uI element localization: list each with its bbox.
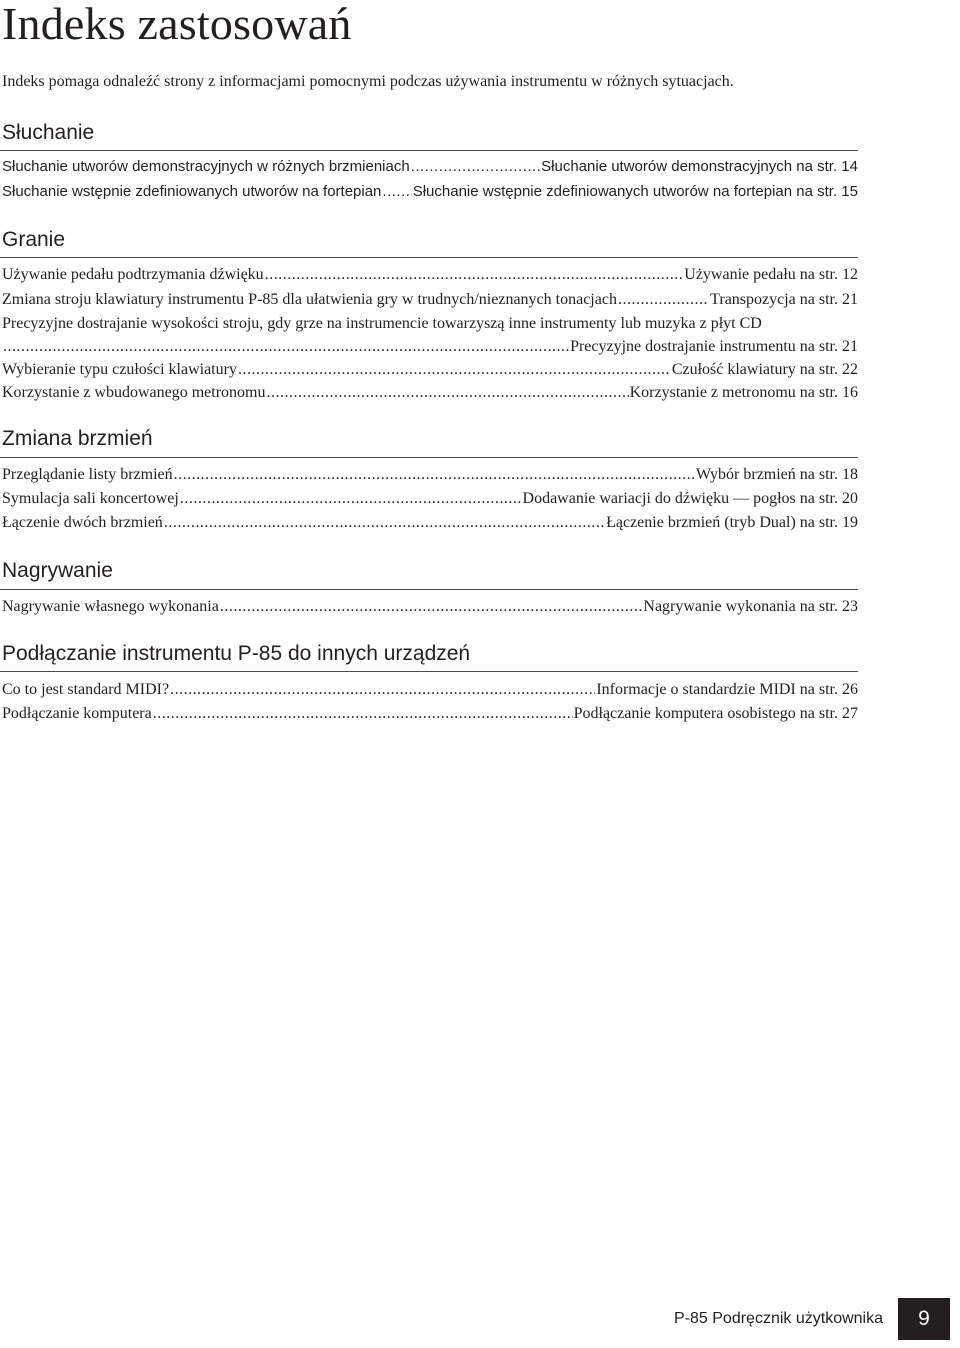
index-entry (2, 264, 858, 286)
entry-page-ref: Słuchanie utworów demonstracyjnych na str. 14 (541, 158, 858, 175)
entry-topic: Używanie pedału podtrzymania dźwięku (2, 266, 264, 283)
index-entry (2, 464, 858, 486)
section-title-sluchanie: Słuchanie (2, 121, 95, 144)
entry-topic: Łączenie dwóch brzmień (2, 514, 163, 531)
dot-leader (238, 359, 671, 381)
index-entry (2, 512, 858, 534)
entry-topic: Słuchanie utworów demonstracyjnych w różnych brzmieniach (2, 158, 410, 175)
entry-topic: Nagrywanie własnego wykonania (2, 598, 219, 615)
entry-page-ref: Korzystanie z metronomu na str. 16 (629, 384, 858, 401)
entry-topic: Symulacja sali koncertowej (2, 490, 179, 507)
dot-leader (164, 512, 605, 534)
entry-page-ref: Informacje o standardzie MIDI na str. 26 (596, 681, 858, 698)
entry-page-ref: Czułość klawiatury na str. 22 (671, 361, 858, 378)
entry-page-ref: Nagrywanie wykonania na str. 23 (643, 598, 858, 615)
entry-page-ref: Podłączanie komputera osobistego na str. 27 (573, 705, 858, 722)
section-title-nagrywanie: Nagrywanie (2, 559, 113, 582)
dot-leader (220, 596, 643, 618)
entry-topic: Precyzyjne dostrajanie wysokości stroju, gdy grze na instrumencie towarzyszą inne instrumenty lub muzyka z płyt CD (2, 315, 762, 332)
dot-leader (153, 703, 573, 725)
intro-text: Indeks pomaga odnaleźć strony z informacjami pomocnymi podczas używania instrumentu w różnych sytuacjach. (2, 73, 734, 90)
entry-page-ref: Dodawanie wariacji do dźwięku — pogłos na str. 20 (522, 490, 858, 507)
entry-page-ref: Używanie pedału na str. 12 (684, 266, 858, 283)
entry-topic: Zmiana stroju klawiatury instrumentu P-85 dla ułatwienia gry w trudnych/nieznanych tonacjach (2, 291, 617, 308)
entry-topic: Co to jest standard MIDI? (2, 681, 170, 698)
index-entry (2, 181, 858, 203)
entry-page-ref: Słuchanie wstępnie zdefiniowanych utworów na fortepian na str. 15 (412, 183, 858, 200)
section-rule (0, 150, 858, 151)
section-title-podlaczanie: Podłączanie instrumentu P-85 do innych urządzeń (2, 642, 471, 665)
entry-page-ref: Transpozycja na str. 21 (710, 291, 858, 308)
index-entry (2, 679, 858, 701)
dot-leader (266, 382, 628, 404)
index-entry (2, 336, 858, 358)
dot-leader (170, 679, 595, 701)
section-rule (0, 671, 858, 672)
index-entry (2, 382, 858, 404)
index-entry (2, 359, 858, 381)
dot-leader (618, 289, 709, 311)
index-entry (2, 156, 858, 178)
page-number: 9 (898, 1298, 950, 1340)
section-title-zmiana-brzmien: Zmiana brzmień (2, 427, 153, 450)
entry-topic: Wybieranie typu czułości klawiatury (2, 361, 237, 378)
dot-leader (174, 464, 695, 486)
index-entry (2, 596, 858, 618)
dot-leader (265, 264, 684, 286)
entry-topic: Korzystanie z wbudowanego metronomu (2, 384, 266, 401)
section-rule (0, 457, 858, 458)
section-rule (0, 589, 858, 590)
index-entry (2, 289, 858, 311)
index-entry (2, 703, 858, 725)
entry-topic: Podłączanie komputera (2, 705, 152, 722)
entry-topic: Przeglądanie listy brzmień (2, 466, 173, 483)
index-entry (2, 488, 858, 510)
section-rule (0, 257, 858, 258)
dot-leader (180, 488, 522, 510)
page-title: Indeks zastosowań (2, 0, 352, 49)
manual-title-footer: P-85 Podręcznik użytkownika (674, 1310, 883, 1327)
entry-page-ref: Precyzyjne dostrajanie instrumentu na str. 21 (570, 338, 858, 355)
entry-page-ref: Wybór brzmień na str. 18 (695, 466, 858, 483)
dot-leader (382, 181, 411, 203)
dot-leader (3, 336, 569, 358)
entry-topic: Słuchanie wstępnie zdefiniowanych utworów na fortepian (2, 183, 382, 200)
dot-leader (411, 156, 540, 178)
section-title-granie: Granie (2, 228, 66, 251)
entry-page-ref: Łączenie brzmień (tryb Dual) na str. 19 (606, 514, 858, 531)
